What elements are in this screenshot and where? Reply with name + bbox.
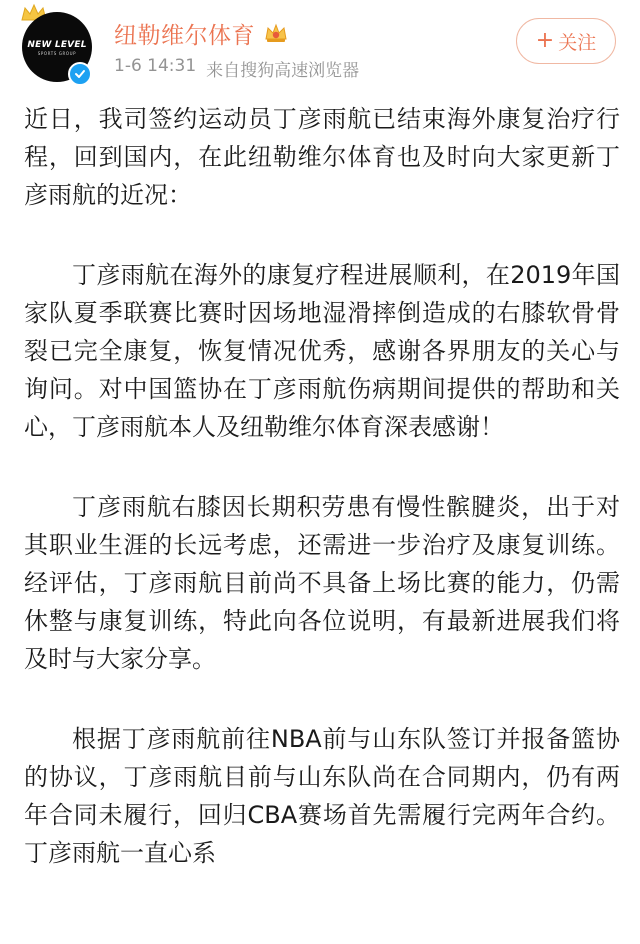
post-paragraph-4: 根据丁彦雨航前往NBA前与山东队签订并报备篮协的协议，丁彦雨航目前与山东队尚在合同期内，仍有两年合同未履行，回归CBA赛场首先需履行完两年合约。丁彦雨航一直心系 <box>24 725 620 867</box>
username[interactable]: 纽勒维尔体育 <box>114 22 255 49</box>
post-paragraph-1: 近日，我司签约运动员丁彦雨航已结束海外康复治疗行程，回到国内，在此纽勒维尔体育也及时向大家更新丁彦雨航的近况： <box>24 105 620 209</box>
post-header <box>0 0 640 96</box>
post-content <box>24 96 620 914</box>
post-paragraph-2: 丁彦雨航在海外的康复疗程进展顺利，在2019年国家队夏季联赛比赛时因场地湿滑摔倒造成的右膝软骨骨裂已完全康复，恢复情况优秀，感谢各界朋友的关心与询问。对中国篮协在丁彦雨航伤病期间提供的帮助和关心，丁彦雨航本人及纽勒维尔体育深表感谢！ <box>24 261 620 441</box>
plus-icon: + <box>535 28 555 53</box>
post-meta <box>114 56 359 81</box>
username-row <box>114 16 289 50</box>
post-time: 1-6 14:31 <box>114 56 197 76</box>
post-paragraph-3: 丁彦雨航右膝因长期积劳患有慢性髌腱炎，出于对其职业生涯的长远考虑，还需进一步治疗及康复训练。经评估，丁彦雨航目前尚不具备上场比赛的能力，仍需休整与康复训练，特此向各位说明，有最新进展我们将及时与大家分享。 <box>24 493 620 673</box>
avatar-logo-text: NEW LEVEL <box>27 40 87 50</box>
avatar-logo-subtext: SPORTS GROUP <box>37 51 77 56</box>
member-crown-icon[interactable] <box>263 22 289 44</box>
verified-icon <box>68 62 92 86</box>
follow-label: 关注 <box>558 31 597 54</box>
post-source: 来自搜狗高速浏览器 <box>206 61 360 81</box>
follow-button[interactable] <box>516 18 616 64</box>
